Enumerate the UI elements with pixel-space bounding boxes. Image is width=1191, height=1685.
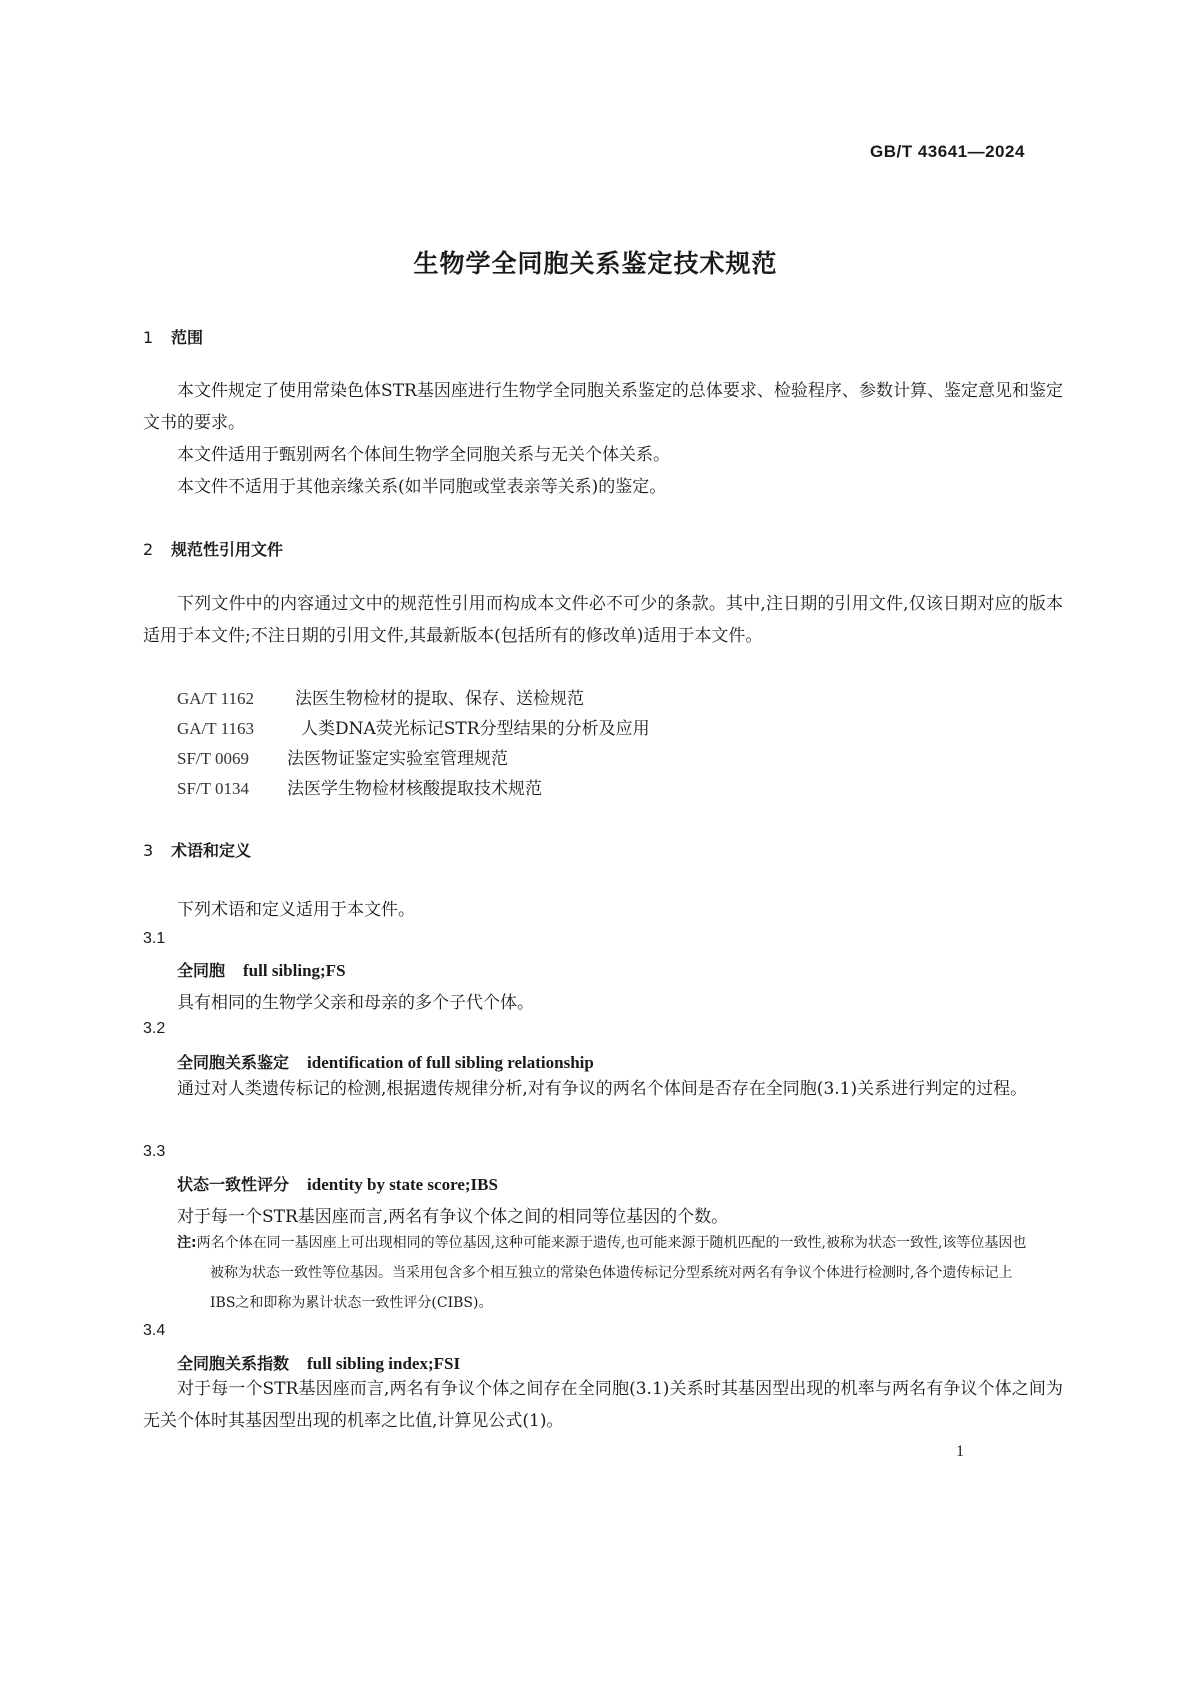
section-number: 3 [143, 841, 154, 860]
reference-title: 法医生物检材的提取、保存、送检规范 [295, 689, 584, 709]
term-en: full sibling index;FSI [307, 1354, 461, 1373]
term-heading [177, 958, 346, 981]
term-heading [177, 1050, 594, 1073]
scope-paragraph-1: 本文件规定了使用常染色体STR基因座进行生物学全同胞关系鉴定的总体要求、检验程序、参数计算、鉴定意见和鉴定文书的要求。 [143, 381, 1063, 433]
term-number: 3.1 [143, 930, 166, 947]
term-zh: 全同胞 [177, 961, 226, 980]
note-label: 注: [177, 1235, 197, 1251]
term-note [177, 1228, 1027, 1318]
reference-item [177, 774, 542, 799]
reference-code: SF/T 0134 [177, 779, 249, 798]
term-number: 3.2 [143, 1020, 166, 1037]
term-definition: 对于每一个STR基因座而言,两名有争议个体之间的相同等位基因的个数。 [177, 1207, 729, 1227]
term-number: 3.3 [143, 1143, 166, 1160]
document-title: 生物学全同胞关系鉴定技术规范 [413, 249, 778, 278]
section-number: 2 [143, 540, 154, 559]
note-body [177, 1228, 1027, 1318]
term-heading [177, 1351, 460, 1374]
note-text: 两名个体在同一基因座上可出现相同的等位基因,这种可能来源于遗传,也可能来源于随机匹配的一致性,被称为状态一致性,该等位基因也被称为状态一致性等位基因。当采用包含多个相互独立的常染色体遗传标记分型系统对两名有争议个体进行检测时,各个遗传标记上IBS之和即称为累计状态一致性评分(CIBS)。 [196, 1235, 1027, 1311]
term-number: 3.4 [143, 1322, 166, 1339]
reference-code: SF/T 0069 [177, 749, 249, 768]
scope-paragraph-3: 本文件不适用于其他亲缘关系(如半同胞或堂表亲等关系)的鉴定。 [177, 477, 667, 497]
reference-code: GA/T 1163 [177, 719, 254, 738]
section-1-heading [143, 325, 203, 348]
reference-item [177, 714, 650, 739]
term-heading [177, 1172, 498, 1195]
term-en: identity by state score;IBS [307, 1175, 498, 1194]
term-definition: 对于每一个STR基因座而言,两名有争议个体之间存在全同胞(3.1)关系时其基因型出现的机率与两名有争议个体之间为无关个体时其基因型出现的机率之比值,计算见公式(1)。 [143, 1379, 1063, 1431]
section-title: 规范性引用文件 [171, 540, 284, 559]
term-en: full sibling;FS [243, 961, 346, 980]
reference-item [177, 684, 584, 709]
term-zh: 状态一致性评分 [177, 1175, 290, 1194]
reference-item [177, 744, 508, 769]
reference-title: 法医学生物检材核酸提取技术规范 [287, 779, 542, 799]
scope-paragraph-2: 本文件适用于甄别两名个体间生物学全同胞关系与无关个体关系。 [177, 445, 670, 465]
section-3-heading [143, 838, 251, 861]
refs-intro: 下列文件中的内容通过文中的规范性引用而构成本文件必不可少的条款。其中,注日期的引用文件,仅该日期对应的版本适用于本文件;不注日期的引用文件,其最新版本(包括所有的修改单)适用于本文件。 [143, 594, 1063, 646]
section-number: 1 [143, 328, 154, 347]
reference-title: 法医物证鉴定实验室管理规范 [287, 749, 508, 769]
term-zh: 全同胞关系鉴定 [177, 1053, 290, 1072]
term-definition: 通过对人类遗传标记的检测,根据遗传规律分析,对有争议的两名个体间是否存在全同胞(3.1)关系进行判定的过程。 [177, 1079, 1028, 1099]
reference-title: 人类DNA荧光标记STR分型结果的分析及应用 [301, 719, 650, 739]
term-en: identification of full sibling relationship [307, 1053, 594, 1072]
section-2-heading [143, 537, 283, 560]
section-title: 范围 [171, 328, 204, 347]
terms-intro: 下列术语和定义适用于本文件。 [177, 900, 415, 920]
section-title: 术语和定义 [171, 841, 252, 860]
term-definition: 具有相同的生物学父亲和母亲的多个子代个体。 [177, 993, 534, 1013]
term-zh: 全同胞关系指数 [177, 1354, 290, 1373]
reference-code: GA/T 1162 [177, 689, 254, 708]
standard-code: GB/T 43641—2024 [870, 142, 1025, 161]
page-number: 1 [956, 1443, 964, 1460]
